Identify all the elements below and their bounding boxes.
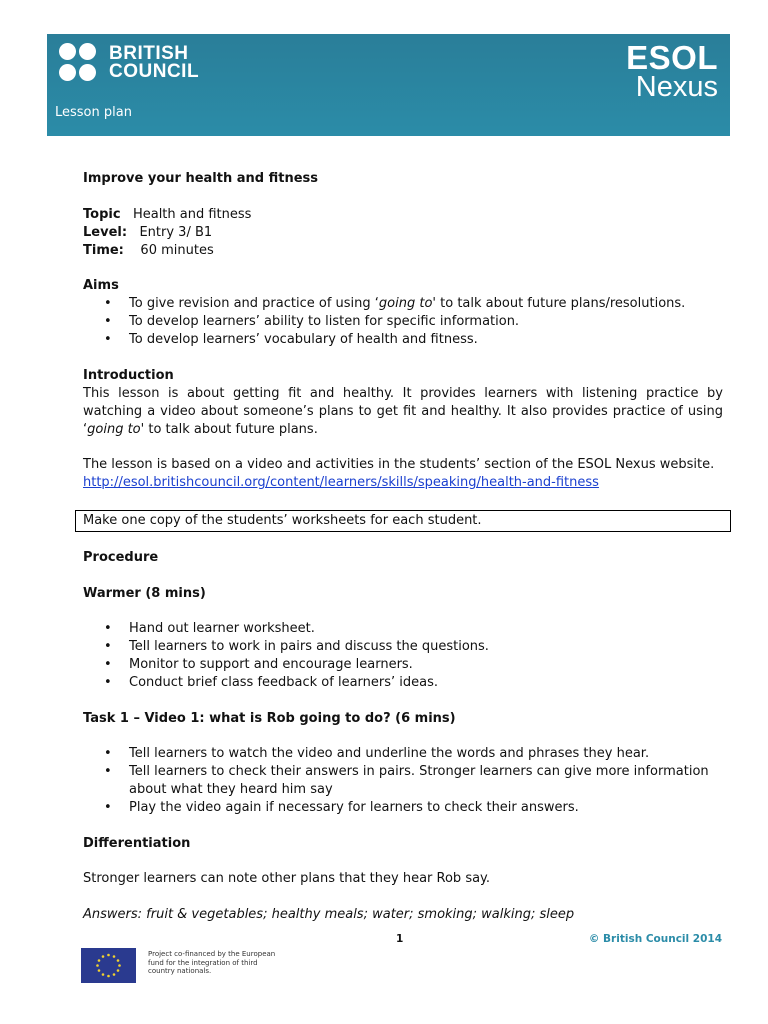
list-item: • Tell learners to watch the video and underline the words and phrases they hear.: [83, 745, 723, 763]
time-value: 60 minutes: [140, 242, 214, 258]
brand-line-1: BRITISH: [109, 43, 189, 64]
product-line-1: ESOL: [626, 39, 718, 76]
british-council-dots-icon: [59, 43, 101, 83]
product-line-2: Nexus: [635, 71, 718, 103]
header-subtitle: Lesson plan: [55, 105, 132, 120]
list-item: • Tell learners to check their answers in pairs. Stronger learners can give more information about what they heard him say: [83, 763, 723, 799]
eu-funding-note: Project co-financed by the European fund for the integration of third country nationals.: [148, 950, 276, 975]
procedure-heading: Procedure: [83, 550, 159, 565]
website-link[interactable]: http://esol.britishcouncil.org/content/learners/skills/speaking/health-and-fitness: [83, 475, 599, 490]
eu-stars-icon: [81, 948, 136, 983]
task1-list: [83, 745, 723, 817]
list-item: • To develop learners’ ability to listen for specific information.: [83, 313, 723, 331]
time-row: [83, 242, 723, 260]
introduction-heading: Introduction: [83, 367, 174, 383]
esol-nexus-logo: [626, 39, 718, 103]
answers-text: Answers: fruit & vegetables; healthy meals; water; smoking; walking; sleep: [83, 906, 575, 922]
list-item: • To develop learners’ vocabulary of health and fitness.: [83, 331, 723, 349]
list-item: • Play the video again if necessary for learners to check their answers.: [83, 799, 723, 817]
warmer-list: [83, 620, 723, 692]
lesson-content: [83, 170, 723, 924]
list-item: • To give revision and practice of using ‘going to' to talk about future plans/resolutions.: [83, 295, 723, 313]
note-box: Make one copy of the students’ worksheets for each student.: [75, 510, 731, 532]
aims-heading: Aims: [83, 278, 119, 293]
introduction-paragraph: This lesson is about getting fit and healthy. It provides learners with listening practice by watching a video about someone’s plans to get fit and healthy. It also provides practice of using ‘going to' to talk about future plans.: [83, 385, 723, 437]
eu-flag-icon: [81, 948, 136, 983]
differentiation-text: Stronger learners can note other plans that they hear Rob say.: [83, 871, 491, 886]
topic-label: Topic: [83, 206, 121, 222]
time-label: Time:: [83, 242, 124, 258]
list-item: • Monitor to support and encourage learners.: [83, 656, 723, 674]
brand-line-2: COUNCIL: [109, 61, 200, 82]
task1-heading: Task 1 – Video 1: what is Rob going to do? (6 mins): [83, 710, 456, 726]
copyright: © British Council 2014: [588, 933, 722, 945]
topic-value: Health and fitness: [132, 206, 252, 222]
header-banner: [47, 34, 730, 136]
level-value: Entry 3/ B1: [139, 224, 213, 240]
lesson-title: Improve your health and fitness: [83, 171, 318, 186]
list-item: • Conduct brief class feedback of learners’ ideas.: [83, 674, 723, 692]
list-item: • Tell learners to work in pairs and discuss the questions.: [83, 638, 723, 656]
introduction-paragraph-2: The lesson is based on a video and activities in the students’ section of the ESOL Nexus website.: [83, 457, 715, 472]
level-row: [83, 224, 723, 242]
page-number: 1: [396, 933, 404, 945]
level-label: Level:: [83, 224, 128, 240]
list-item: • Hand out learner worksheet.: [83, 620, 723, 638]
differentiation-heading: Differentiation: [83, 835, 191, 851]
warmer-heading: Warmer (8 mins): [83, 585, 206, 601]
topic-row: [83, 206, 723, 224]
british-council-logo: [59, 43, 199, 83]
aims-list: [83, 295, 723, 349]
